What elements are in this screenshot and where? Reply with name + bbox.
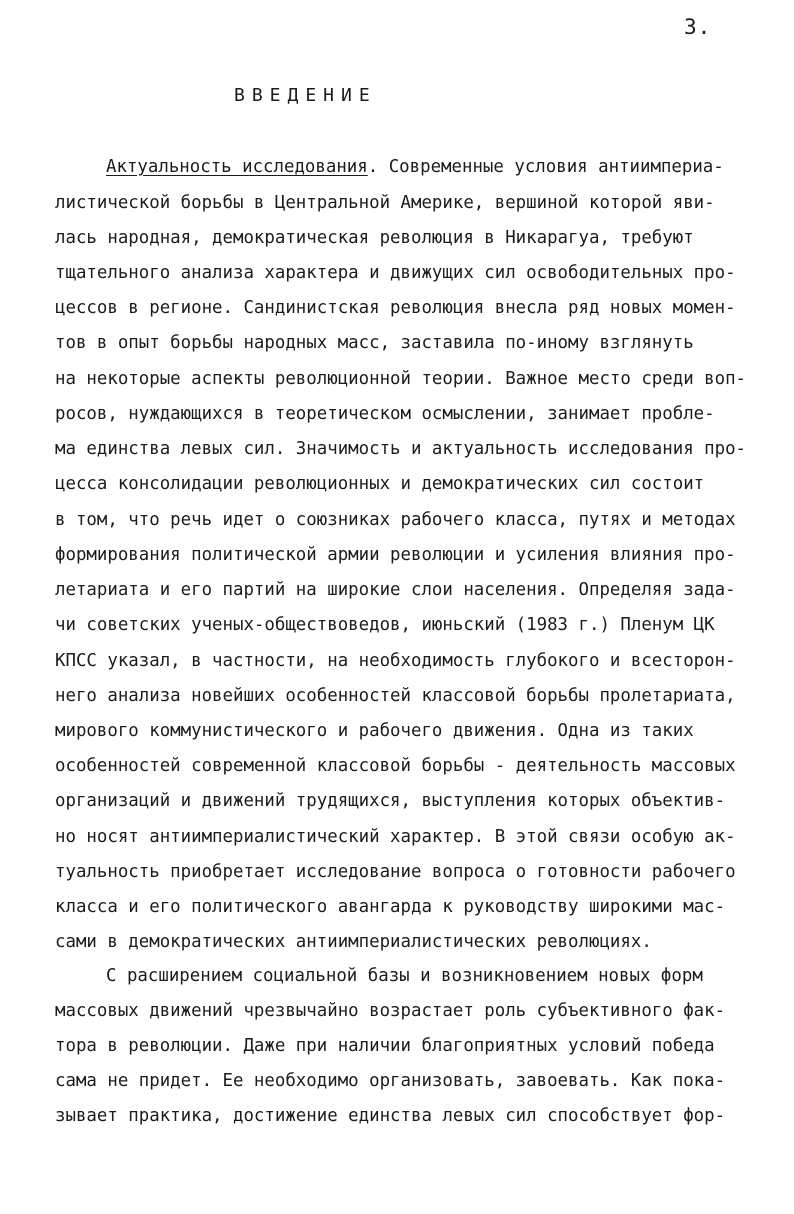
text-line: цессов в регионе. Сандинистская революция внесла ряд новых момен- [55, 298, 736, 318]
text-line: ма единства левых сил. Значимость и актуальность исследования про- [55, 439, 747, 459]
text-line: С расширением социальной базы и возникновением новых форм [106, 966, 703, 986]
text-line: организаций и движений трудящихся, выступления которых объектив- [55, 791, 726, 811]
text-line: него анализа новейших особенностей классовой борьбы пролетариата, [55, 686, 736, 706]
page-title: ВВЕДЕНИЕ [234, 85, 377, 106]
text-line: но носят антиимпериалистический характер. В этой связи особую ак- [55, 827, 736, 847]
text-line: мирового коммунистического и рабочего движения. Одна из таких [55, 721, 694, 741]
text-line: туальность приобретает исследование вопроса о готовности рабочего [55, 862, 736, 882]
text-line: листической борьбы в Центральной Америке, вершиной которой яви- [55, 193, 715, 213]
text-line: сами в демократических антиимпериалистических революциях. [55, 932, 652, 952]
section-heading: Актуальность исследования [106, 157, 368, 177]
text-line: летариата и его партий на широкие слои населения. Определяя зада- [55, 580, 736, 600]
text-line: класса и его политического авангарда к руководству широкими мас- [55, 897, 726, 917]
text-line: цесса консолидации революционных и демократических сил состоит [55, 474, 705, 494]
text-line: тщательного анализа характера и движущих сил освободительных про- [55, 263, 736, 283]
text-line: тов в опыт борьбы народных масс, заставила по-иному взглянуть [55, 333, 694, 353]
text-line: в том, что речь идет о союзниках рабочего класса, путях и методах [55, 510, 736, 530]
text-line [106, 153, 794, 181]
text-line: чи советских ученых-обществоведов, июньский (1983 г.) Пленум ЦК [55, 615, 715, 635]
text-line: лась народная, демократическая революция в Никарагуа, требуют [55, 228, 694, 248]
text-line: зывает практика, достижение единства левых сил способствует фор- [55, 1106, 726, 1126]
text-line: сама не придет. Ее необходимо организовать, завоевать. Как пока- [55, 1071, 726, 1091]
page-number: 3. [684, 15, 712, 39]
text-line: росов, нуждающихся в теоретическом осмыслении, занимает пробле- [55, 404, 715, 424]
text-line: формирования политической армии революции и усиления влияния про- [55, 545, 736, 565]
text-line: на некоторые аспекты революционной теории. Важное место среди воп- [55, 369, 747, 389]
text-line: особенностей современной классовой борьбы - деятельность массовых [55, 756, 736, 776]
text-line: КПСС указал, в частности, на необходимость глубокого и всесторон- [55, 651, 736, 671]
text-line-part: . Современные условия антиимпериа- [367, 157, 724, 177]
text-line: массовых движений чрезвычайно возрастает роль субъективного фак- [55, 1001, 726, 1021]
text-line: тора в революции. Даже при наличии благоприятных условий победа [55, 1036, 715, 1056]
